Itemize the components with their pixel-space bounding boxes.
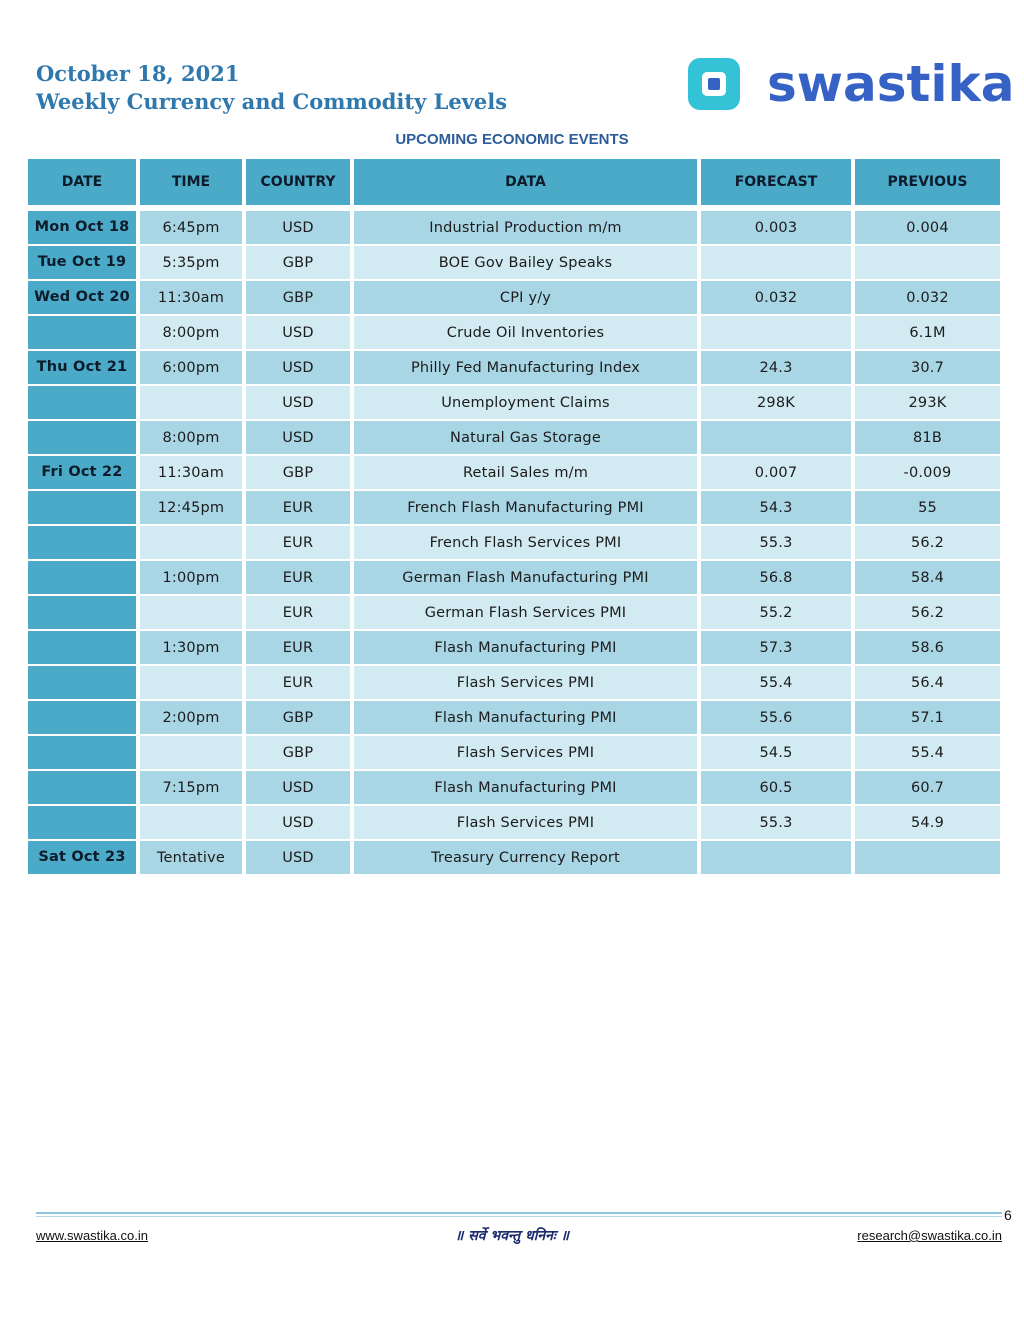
table-row [28, 386, 1000, 419]
cell-forecast [701, 841, 851, 874]
cell-date: Fri Oct 22 [28, 456, 136, 489]
brand-logo [686, 54, 1015, 114]
cell-forecast [701, 421, 851, 454]
cell-previous: 58.6 [855, 631, 1000, 664]
cell-time: 2:00pm [140, 701, 242, 734]
cell-forecast [701, 316, 851, 349]
cell-previous: 57.1 [855, 701, 1000, 734]
cell-country: GBP [246, 701, 350, 734]
cell-time [140, 806, 242, 839]
cell-data: Unemployment Claims [354, 386, 697, 419]
cell-previous [855, 841, 1000, 874]
economic-events-table [24, 157, 1004, 876]
cell-previous: 58.4 [855, 561, 1000, 594]
cell-time: 1:00pm [140, 561, 242, 594]
cell-forecast: 56.8 [701, 561, 851, 594]
table-row [28, 736, 1000, 769]
cell-country: EUR [246, 491, 350, 524]
cell-time [140, 386, 242, 419]
cell-country: USD [246, 841, 350, 874]
table-header-row [28, 159, 1000, 209]
cell-time: 8:00pm [140, 316, 242, 349]
cell-previous: 0.004 [855, 211, 1000, 244]
cell-date [28, 596, 136, 629]
cell-date [28, 701, 136, 734]
cell-data: Flash Services PMI [354, 736, 697, 769]
table-row [28, 316, 1000, 349]
report-date: October 18, 2021 [36, 61, 240, 86]
cell-previous: 60.7 [855, 771, 1000, 804]
cell-previous: 55.4 [855, 736, 1000, 769]
cell-forecast: 24.3 [701, 351, 851, 384]
cell-date: Tue Oct 19 [28, 246, 136, 279]
cell-data: Crude Oil Inventories [354, 316, 697, 349]
cell-date [28, 421, 136, 454]
cell-date: Mon Oct 18 [28, 211, 136, 244]
cell-time: 6:45pm [140, 211, 242, 244]
cell-date: Sat Oct 23 [28, 841, 136, 874]
cell-forecast: 57.3 [701, 631, 851, 664]
table-row [28, 421, 1000, 454]
website-link[interactable]: www.swastika.co.in [36, 1228, 148, 1243]
table-row [28, 456, 1000, 489]
cell-forecast: 0.032 [701, 281, 851, 314]
cell-country: USD [246, 351, 350, 384]
cell-country: EUR [246, 631, 350, 664]
cell-country: USD [246, 316, 350, 349]
cell-country: GBP [246, 736, 350, 769]
cell-date [28, 526, 136, 559]
table-row [28, 561, 1000, 594]
cell-previous: 30.7 [855, 351, 1000, 384]
cell-data: Philly Fed Manufacturing Index [354, 351, 697, 384]
report-title: Weekly Currency and Commodity Levels [36, 89, 508, 114]
cell-country: EUR [246, 596, 350, 629]
cell-date [28, 736, 136, 769]
cell-previous [855, 246, 1000, 279]
cell-forecast: 54.5 [701, 736, 851, 769]
cell-previous: 56.4 [855, 666, 1000, 699]
cell-country: GBP [246, 281, 350, 314]
cell-data: German Flash Services PMI [354, 596, 697, 629]
cell-date: Wed Oct 20 [28, 281, 136, 314]
cell-date [28, 806, 136, 839]
cell-forecast: 55.3 [701, 806, 851, 839]
cell-forecast: 55.2 [701, 596, 851, 629]
column-header-date: DATE [28, 159, 136, 209]
cell-previous: 81B [855, 421, 1000, 454]
cell-data: Flash Manufacturing PMI [354, 771, 697, 804]
cell-country: USD [246, 771, 350, 804]
cell-time: 6:00pm [140, 351, 242, 384]
cell-time: 12:45pm [140, 491, 242, 524]
footer-divider-thin [36, 1216, 1002, 1217]
column-header-data: DATA [354, 159, 697, 209]
cell-data: Natural Gas Storage [354, 421, 697, 454]
cell-country: GBP [246, 246, 350, 279]
footer-divider [36, 1212, 1002, 1214]
cell-previous: -0.009 [855, 456, 1000, 489]
cell-data: German Flash Manufacturing PMI [354, 561, 697, 594]
cell-date [28, 771, 136, 804]
cell-country: USD [246, 386, 350, 419]
cell-forecast [701, 246, 851, 279]
cell-forecast: 60.5 [701, 771, 851, 804]
cell-time: 5:35pm [140, 246, 242, 279]
cell-time: 11:30am [140, 456, 242, 489]
cell-forecast: 55.4 [701, 666, 851, 699]
table-row [28, 806, 1000, 839]
cell-data: Treasury Currency Report [354, 841, 697, 874]
column-header-time: TIME [140, 159, 242, 209]
table-row [28, 491, 1000, 524]
cell-date [28, 316, 136, 349]
cell-previous: 56.2 [855, 526, 1000, 559]
cell-data: Flash Manufacturing PMI [354, 631, 697, 664]
cell-previous: 293K [855, 386, 1000, 419]
page-number: 6 [1004, 1207, 1012, 1223]
cell-previous: 0.032 [855, 281, 1000, 314]
cell-time: 7:15pm [140, 771, 242, 804]
cell-country: USD [246, 421, 350, 454]
cell-country: USD [246, 806, 350, 839]
table-row [28, 631, 1000, 664]
cell-time [140, 596, 242, 629]
cell-time: 8:00pm [140, 421, 242, 454]
table-row [28, 211, 1000, 244]
cell-data: CPI y/y [354, 281, 697, 314]
cell-date [28, 491, 136, 524]
cell-country: EUR [246, 666, 350, 699]
section-title: UPCOMING ECONOMIC EVENTS [395, 131, 629, 148]
cell-country: EUR [246, 561, 350, 594]
cell-data: Industrial Production m/m [354, 211, 697, 244]
cell-data: Flash Services PMI [354, 806, 697, 839]
cell-forecast: 54.3 [701, 491, 851, 524]
cell-previous: 54.9 [855, 806, 1000, 839]
cell-forecast: 55.3 [701, 526, 851, 559]
cell-country: USD [246, 211, 350, 244]
cell-time: 1:30pm [140, 631, 242, 664]
brand-name: swastika [767, 55, 1015, 113]
cell-previous: 55 [855, 491, 1000, 524]
cell-forecast: 0.003 [701, 211, 851, 244]
table-row [28, 771, 1000, 804]
cell-date [28, 561, 136, 594]
table-row [28, 526, 1000, 559]
table-row [28, 841, 1000, 874]
cell-date [28, 386, 136, 419]
table-body [28, 211, 1000, 874]
cell-forecast: 298K [701, 386, 851, 419]
cell-data: Flash Services PMI [354, 666, 697, 699]
cell-date: Thu Oct 21 [28, 351, 136, 384]
cell-previous: 6.1M [855, 316, 1000, 349]
table-row [28, 701, 1000, 734]
table-row [28, 246, 1000, 279]
column-header-country: COUNTRY [246, 159, 350, 209]
table-row [28, 281, 1000, 314]
table-row [28, 596, 1000, 629]
cell-date [28, 666, 136, 699]
footer-motto: ॥ सर्वे भवन्तु धनिनः ॥ [454, 1228, 570, 1244]
table-row [28, 666, 1000, 699]
cell-time: 11:30am [140, 281, 242, 314]
cell-data: French Flash Services PMI [354, 526, 697, 559]
table-row [28, 351, 1000, 384]
cell-data: Retail Sales m/m [354, 456, 697, 489]
cell-time [140, 526, 242, 559]
cell-date [28, 631, 136, 664]
cell-country: EUR [246, 526, 350, 559]
cell-country: GBP [246, 456, 350, 489]
cell-previous: 56.2 [855, 596, 1000, 629]
column-header-previous: PREVIOUS [855, 159, 1000, 209]
cell-time [140, 736, 242, 769]
cell-data: Flash Manufacturing PMI [354, 701, 697, 734]
cell-forecast: 55.6 [701, 701, 851, 734]
cell-forecast: 0.007 [701, 456, 851, 489]
cell-data: BOE Gov Bailey Speaks [354, 246, 697, 279]
email-link[interactable]: research@swastika.co.in [857, 1228, 1002, 1243]
column-header-forecast: FORECAST [701, 159, 851, 209]
swastika-logo-icon [686, 56, 742, 112]
cell-data: French Flash Manufacturing PMI [354, 491, 697, 524]
cell-time: Tentative [140, 841, 242, 874]
cell-time [140, 666, 242, 699]
